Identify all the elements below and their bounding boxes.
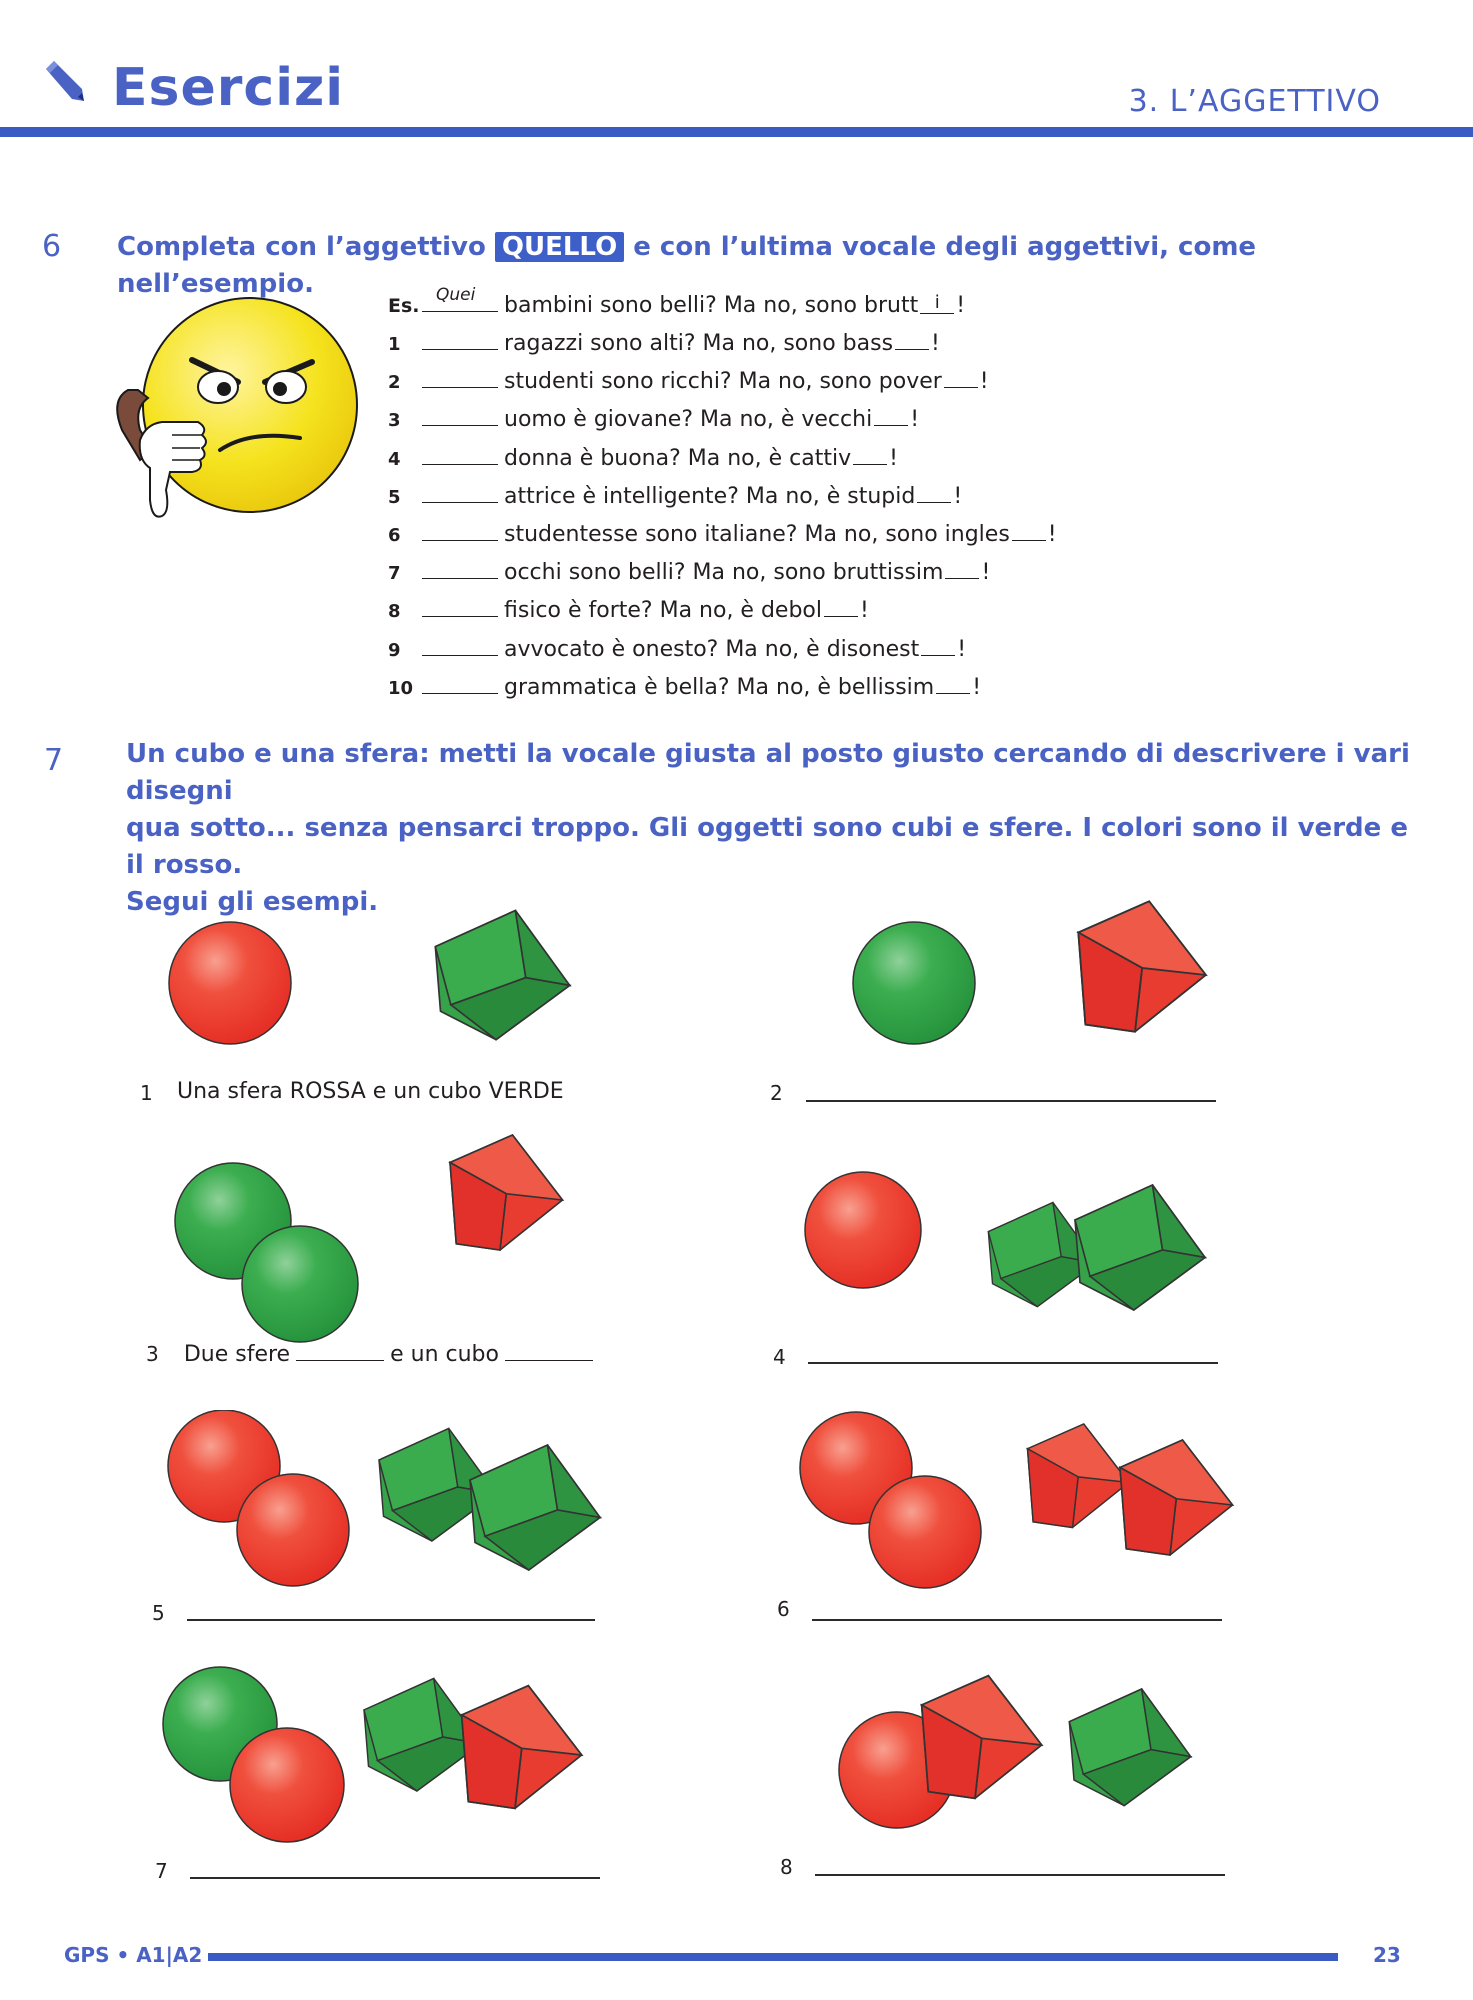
exercise-6-item: 4 donna è buona? Ma no, è cattiv !: [388, 445, 898, 471]
item-number: 2: [388, 372, 401, 394]
example-ending-blank: i: [920, 293, 954, 314]
item-3-blank-2[interactable]: [505, 1340, 593, 1361]
footer-rule: [208, 1953, 1338, 1961]
exercise-6-number: 6: [42, 229, 62, 264]
item-sentence: studenti sono ricchi? Ma no, sono pover: [504, 369, 942, 395]
ending-blank[interactable]: [1012, 520, 1046, 541]
quello-chip: QUELLO: [495, 232, 624, 262]
item-7-drawing: [160, 1665, 620, 1850]
item-2-number: 2: [770, 1081, 783, 1105]
item-1-number: 1: [140, 1081, 153, 1105]
exercise-6-item: 9 avvocato è onesto? Ma no, è disonest !: [388, 636, 967, 662]
item-number: 6: [388, 525, 401, 546]
item-8-number: 8: [780, 1855, 793, 1879]
ending-blank[interactable]: [944, 367, 978, 388]
header-rule: [0, 127, 1473, 137]
exercise-6-item: 7 occhi sono belli? Ma no, sono bruttissim !: [388, 560, 991, 586]
ending-blank[interactable]: [874, 405, 908, 426]
green-sphere: [853, 922, 975, 1044]
exercise-7-title: Un cubo e una sfera: metti la vocale giusta al posto giusto cercando di descrivere i vari disegni qua sotto... senza pensarci troppo. Gli oggetti sono cubi e sfere. I colori sono il verde e il rosso. Segui gli esempi.: [126, 739, 1410, 917]
exercise-6-title: Completa con l’aggettivo QUELLO e con l’ultima vocale degli aggettivi, come nell’esempio.: [117, 232, 1257, 299]
item-sentence: fisico è forte? Ma no, è debol: [504, 598, 823, 624]
example-blank: Quei: [422, 291, 498, 312]
angry-thumbs-down-smiley-icon: [100, 290, 360, 540]
exercise-6-item: 2 studenti sono ricchi? Ma no, sono pover !: [388, 369, 989, 395]
item-6-drawing: [790, 1410, 1260, 1600]
item-6-answer-line[interactable]: [812, 1619, 1222, 1621]
green-cube: [435, 911, 569, 1040]
red-cube: [922, 1676, 1042, 1799]
item-4-number: 4: [773, 1345, 786, 1369]
item-3-row: 3 Due sfere e un cubo: [146, 1340, 599, 1367]
quello-blank[interactable]: [422, 482, 498, 503]
ending-blank[interactable]: [824, 596, 858, 617]
red-sphere: [230, 1728, 344, 1842]
pencil-icon: [38, 55, 90, 107]
item-8-answer-line[interactable]: [815, 1874, 1225, 1876]
item-number: 4: [388, 448, 401, 470]
ending-blank[interactable]: [853, 444, 887, 465]
quello-blank[interactable]: [422, 520, 498, 541]
item-number: 5: [388, 486, 401, 508]
quello-blank[interactable]: [422, 329, 498, 350]
item-5-drawing: [160, 1410, 620, 1600]
section-title: 3. L’AGGETTIVO: [1128, 84, 1381, 119]
red-cube: [462, 1686, 582, 1809]
red-cube: [1120, 1440, 1233, 1555]
item-number: 10: [388, 677, 414, 699]
item-number: 8: [388, 601, 401, 623]
quello-blank[interactable]: [422, 596, 498, 617]
item-number: 1: [388, 334, 401, 355]
item-7-number: 7: [155, 1859, 168, 1883]
quello-blank[interactable]: [422, 405, 498, 426]
item-1-text: Una sfera ROSSA e un cubo VERDE: [177, 1079, 564, 1104]
item-2-answer-line[interactable]: [806, 1100, 1216, 1102]
exercise-6-item: 5 attrice è intelligente? Ma no, è stupid !: [388, 483, 963, 509]
item-sentence: studentesse sono italiane? Ma no, sono ingles: [504, 522, 1010, 547]
exercise-6-example: Es. Quei bambini sono belli? Ma no, sono brutt i !: [388, 285, 966, 318]
ending-blank[interactable]: [895, 329, 929, 350]
quello-blank[interactable]: [422, 673, 498, 694]
item-sentence: occhi sono belli? Ma no, sono bruttissim: [504, 560, 944, 586]
item-number: 3: [388, 410, 401, 432]
red-sphere: [805, 1172, 921, 1288]
red-sphere: [169, 922, 291, 1044]
item-5-number: 5: [152, 1601, 165, 1625]
red-cube: [1028, 1424, 1129, 1528]
item-sentence: grammatica è bella? Ma no, è bellissim: [504, 674, 935, 700]
quello-blank[interactable]: [422, 558, 498, 579]
item-number: 7: [388, 563, 401, 585]
item-sentence: uomo è giovane? Ma no, è vecchi: [504, 407, 873, 433]
item-sentence: attrice è intelligente? Ma no, è stupid: [504, 483, 916, 509]
item-sentence: avvocato è onesto? Ma no, è disonest: [504, 636, 920, 662]
item-3-blank-1[interactable]: [296, 1340, 384, 1361]
ending-blank[interactable]: [936, 673, 970, 694]
page-title: Esercizi: [112, 58, 345, 118]
quello-blank[interactable]: [422, 444, 498, 465]
item-5-answer-line[interactable]: [187, 1619, 595, 1621]
exercise-6-item: 10 grammatica è bella? Ma no, è bellissim !: [388, 674, 982, 700]
item-number: 9: [388, 639, 401, 661]
exercise-7-number: 7: [44, 743, 64, 778]
item-4-drawing: [780, 1150, 1240, 1350]
red-cube: [450, 1135, 563, 1250]
ending-blank[interactable]: [945, 558, 979, 579]
ending-blank[interactable]: [921, 635, 955, 656]
red-sphere: [869, 1476, 981, 1588]
item-sentence: donna è buona? Ma no, è cattiv: [504, 445, 852, 471]
exercise-6-item: 1 ragazzi sono alti? Ma no, sono bass !: [388, 331, 940, 356]
item-4-answer-line[interactable]: [808, 1362, 1218, 1364]
item-3-number: 3: [146, 1342, 159, 1366]
exercise-6-item: 3 uomo è giovane? Ma no, è vecchi !: [388, 407, 920, 433]
exercise-6-item: 8 fisico è forte? Ma no, è debol !: [388, 598, 869, 624]
exercise-6-item: 6 studentesse sono italiane? Ma no, sono ingles !: [388, 522, 1057, 547]
green-cube: [470, 1445, 600, 1570]
item-7-answer-line[interactable]: [190, 1877, 600, 1879]
green-cube: [1075, 1185, 1205, 1310]
footer-label: GPS • A1|A2: [64, 1943, 203, 1967]
quello-blank[interactable]: [422, 635, 498, 656]
item-8-drawing: [820, 1665, 1260, 1845]
item-6-number: 6: [777, 1597, 790, 1621]
page-number: 23: [1373, 1943, 1401, 1967]
item-1-drawing: [160, 895, 600, 1070]
item-3-drawing: [160, 1125, 600, 1350]
red-cube: [1078, 901, 1206, 1031]
green-sphere: [242, 1226, 358, 1342]
green-cube: [1069, 1689, 1190, 1806]
quello-blank[interactable]: [422, 367, 498, 388]
red-sphere: [237, 1474, 349, 1586]
item-sentence: ragazzi sono alti? Ma no, sono bass: [504, 331, 894, 356]
item-2-drawing: [780, 895, 1240, 1070]
ending-blank[interactable]: [917, 482, 951, 503]
